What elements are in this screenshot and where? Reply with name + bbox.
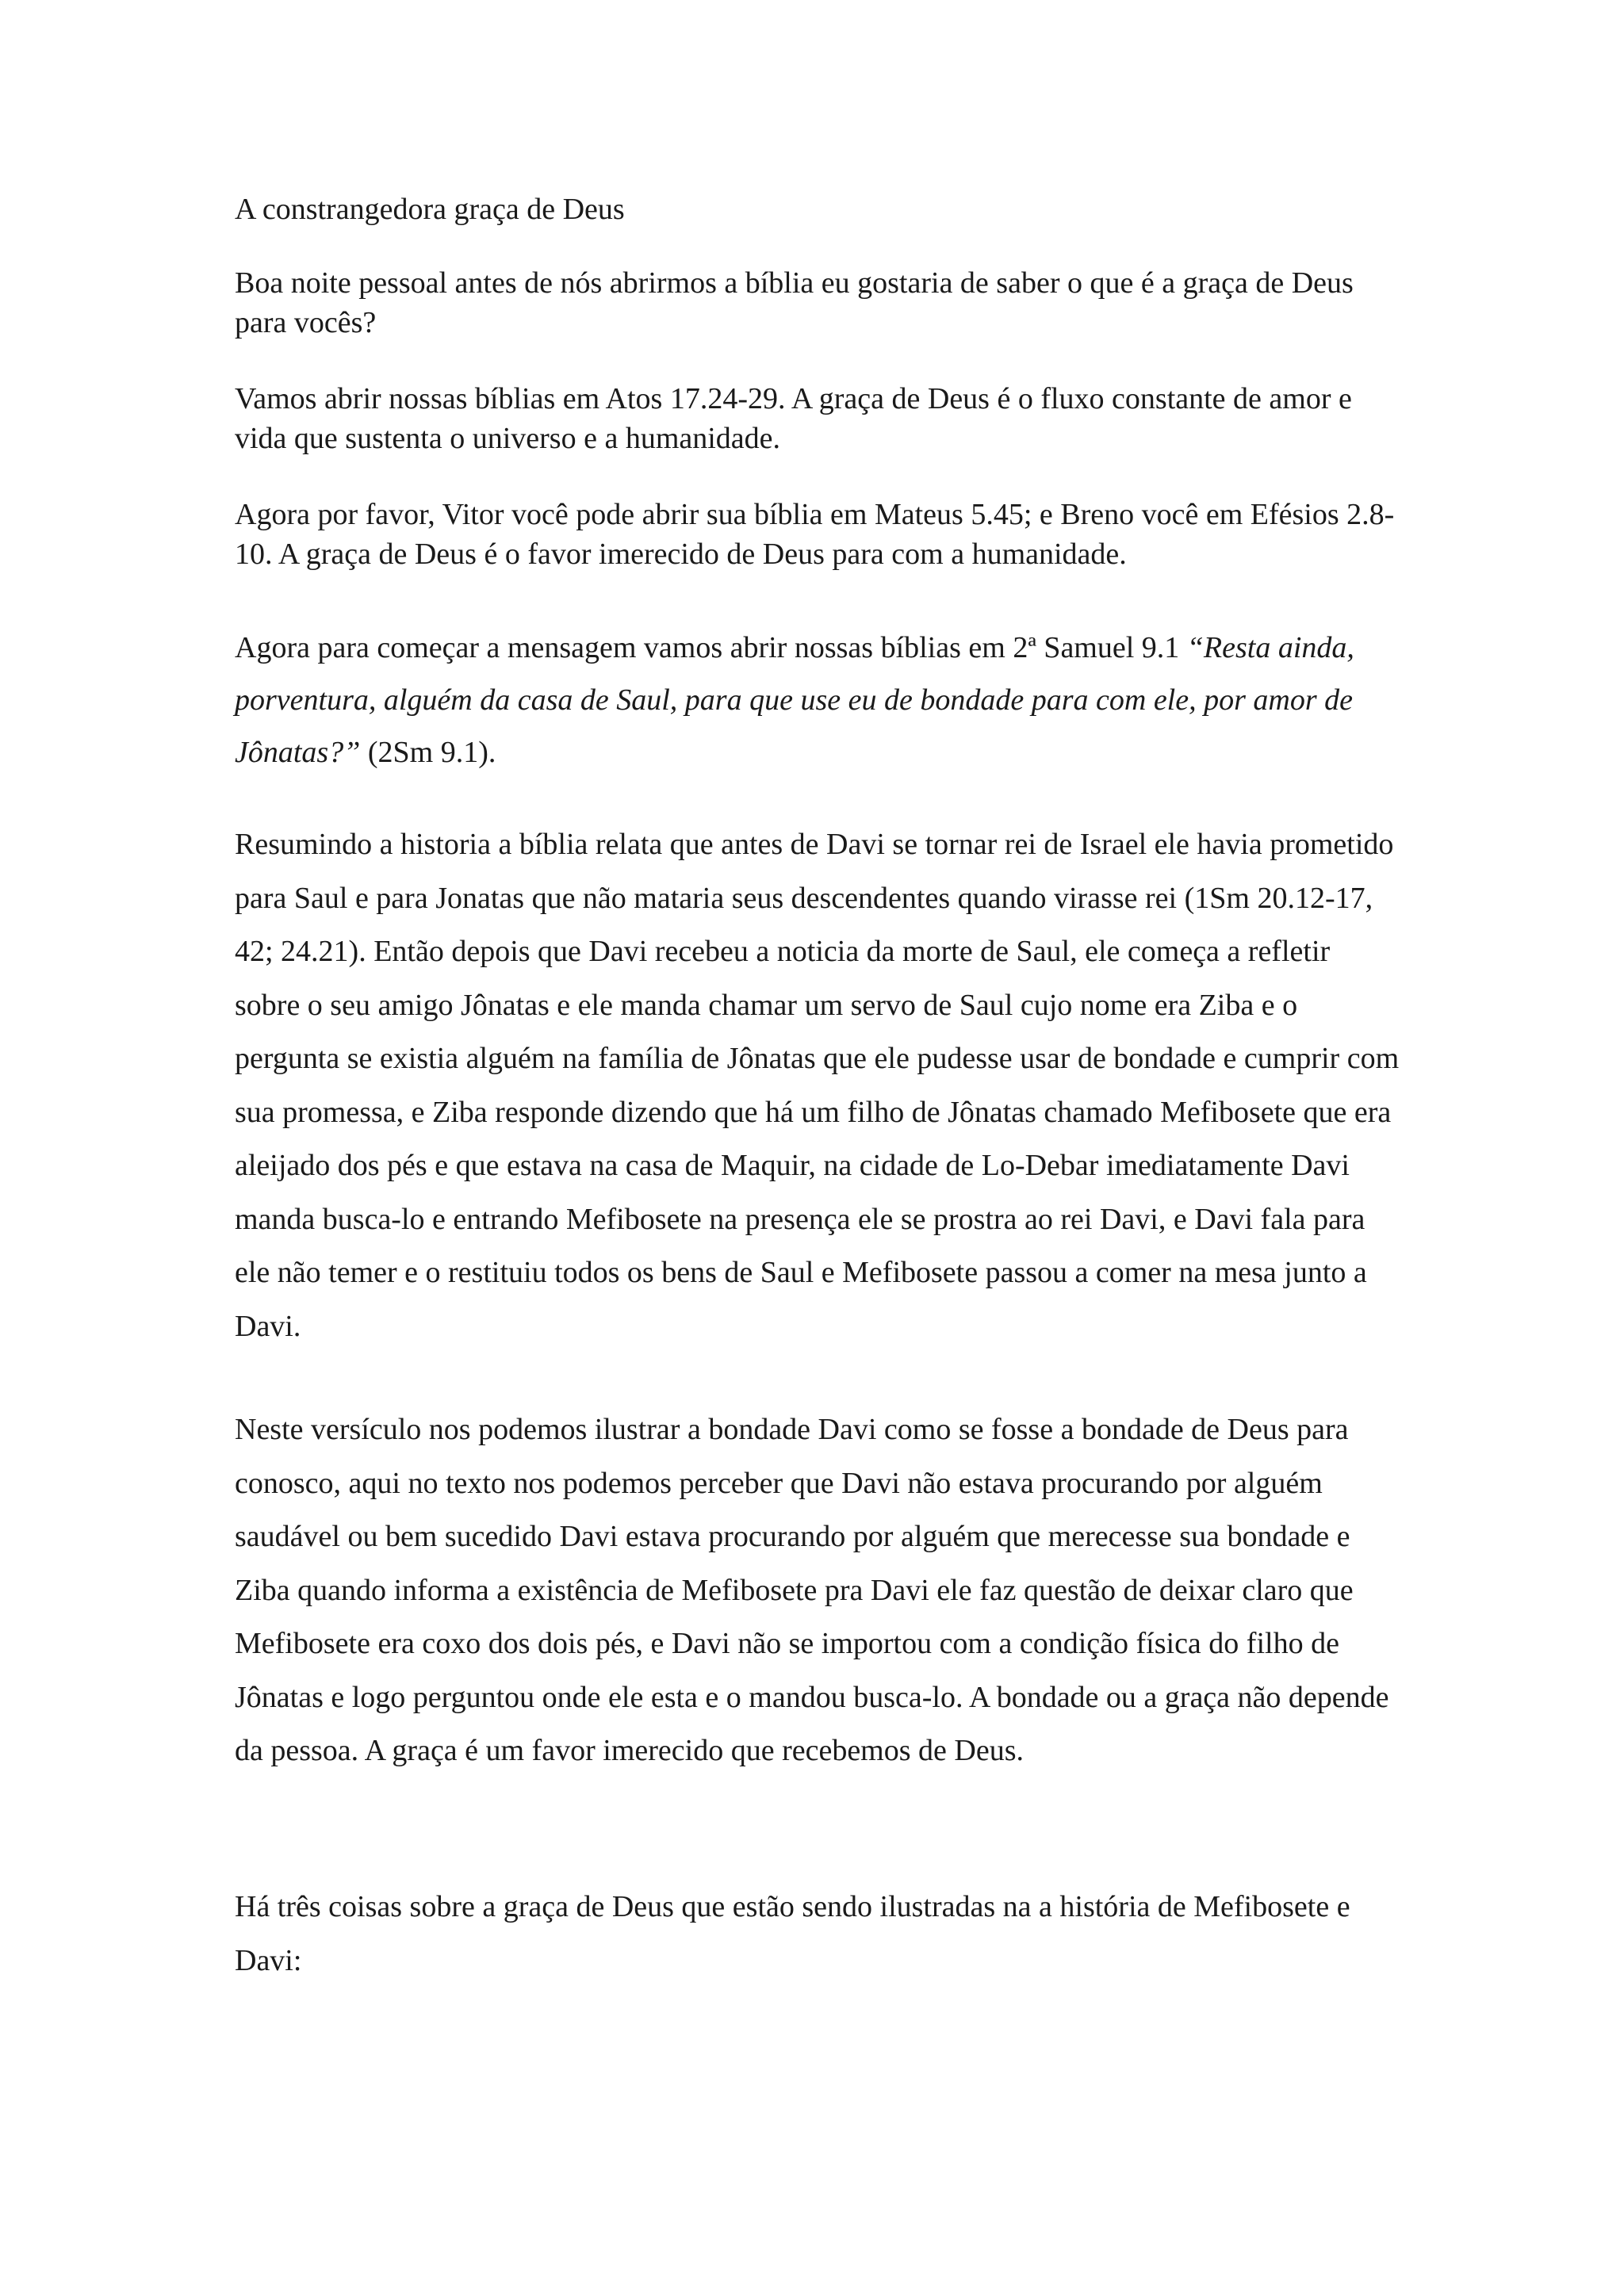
paragraph-mateus-efesios: Agora por favor, Vitor você pode abrir sua bíblia em Mateus 5.45; e Breno você em Efésios 2.8-10. A graça de Deus é o favor imerecido de Deus para com a humanidade.	[235, 498, 1395, 571]
paragraph-three-things: Há três coisas sobre a graça de Deus que estão sendo ilustradas na a história de Mefibosete e Davi:	[235, 1890, 1350, 1977]
paragraph-story-summary: Resumindo a historia a bíblia relata que antes de Davi se tornar rei de Israel ele havia prometido para Saul e para Jonatas que não mataria seus descendentes quando virasse rei (1Sm 20.12-17, 42; 24.21). Então depois que Davi recebeu a noticia da morte de Saul, ele começa a refletir sobre o seu amigo Jônatas e ele manda chamar um servo de Saul cujo nome era Ziba e o pergunta se existia alguém na família de Jônatas que ele pudesse usar de bondade e cumprir com sua promessa, e Ziba responde dizendo que há um filho de Jônatas chamado Mefibosete que era aleijado dos pés e que estava na casa de Maquir, na cidade de Lo-Debar imediatamente Davi manda busca-lo e entrando Mefibosete na presença ele se prostra ao rei Davi, e Davi fala para ele não temer e o restituiu todos os bens de Saul e Mefibosete passou a comer na mesa junto a Davi.	[235, 828, 1400, 1343]
bible-reference: (2Sm 9.1).	[360, 736, 496, 769]
paragraph-opening-question: Boa noite pessoal antes de nós abrirmos a bíblia eu gostaria de saber o que é a graça de Deus para vocês?	[235, 266, 1354, 339]
paragraph-samuel-reading	[235, 622, 1400, 779]
bible-quote: “Resta ainda, porventura, alguém da casa de Saul, para que use eu de bondade para com ele, por amor de Jônatas?”	[235, 631, 1354, 769]
document-title: A constrangedora graça de Deus	[235, 193, 625, 226]
paragraph-atos: Vamos abrir nossas bíblias em Atos 17.24-29. A graça de Deus é o fluxo constante de amor e vida que sustenta o universo e a humanidade.	[235, 382, 1352, 455]
paragraph-illustration: Neste versículo nos podemos ilustrar a bondade Davi como se fosse a bondade de Deus para conosco, aqui no texto nos podemos perceber que Davi não estava procurando por alguém saudável ou bem sucedido Davi estava procurando por alguém que merecesse sua bondade e Ziba quando informa a existência de Mefibosete pra Davi ele faz questão de deixar claro que Mefibosete era coxo dos dois pés, e Davi não se importou com a condição física do filho de Jônatas e logo perguntou onde ele esta e o mandou busca-lo. A bondade ou a graça não depende da pessoa. A graça é um favor imerecido que recebemos de Deus.	[235, 1413, 1389, 1767]
samuel-intro-text: Agora para começar a mensagem vamos abrir nossas bíblias em 2ª Samuel 9.1	[235, 631, 1187, 664]
